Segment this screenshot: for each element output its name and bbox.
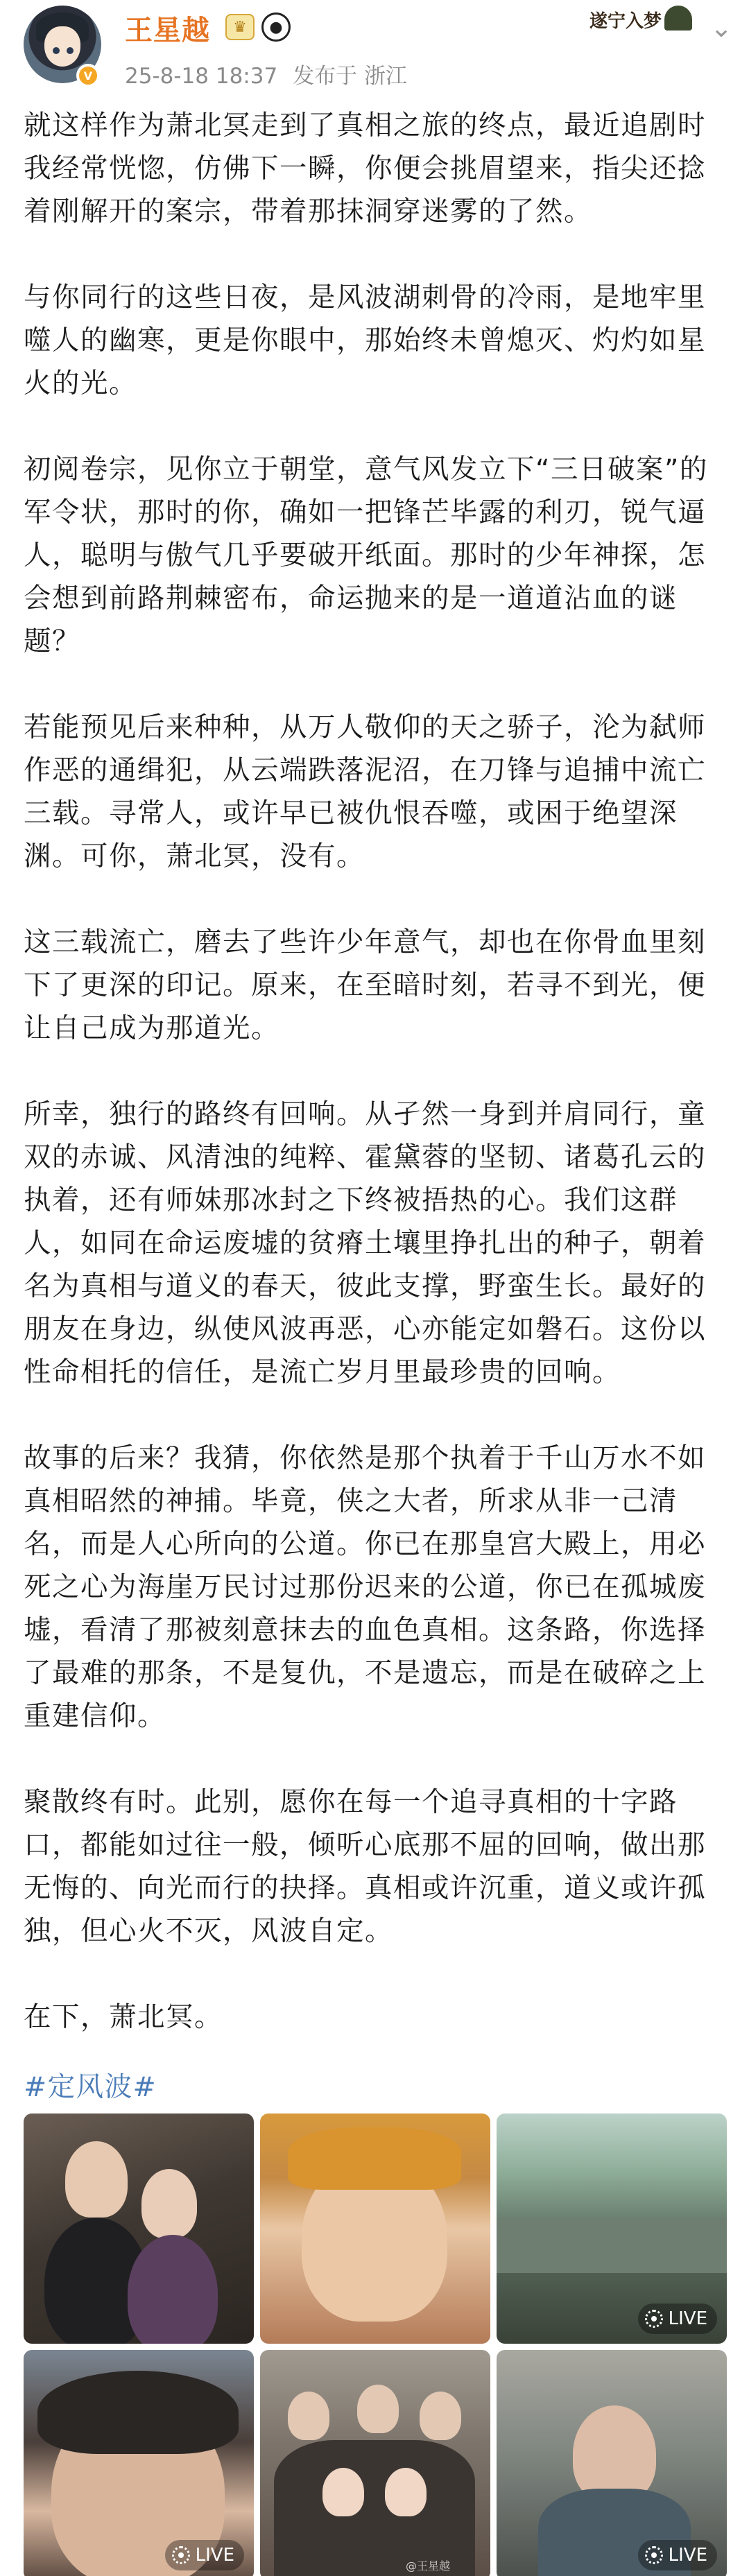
live-indicator[interactable] — [165, 2540, 244, 2570]
gallery-image-3[interactable] — [497, 2113, 727, 2344]
post-signature: 在下，萧北冥。 — [24, 2001, 223, 2033]
post-header — [0, 0, 749, 104]
post-paragraph: 故事的后来？我猜，你依然是那个执着于千山万水不如真相昭然的神捕。毕竟，侠之大者，所求从非一己清名，而是人心所向的公道。你已在那皇宫大殿上，用必死之心为海崖万民讨过那份迟来的公道，你已在孤城废墟，看清了那被刻意抹去的血色真相。这条路，你选择了最难的那条，不是复仇，不是遗忘，而是在破碎之上重建信仰。 — [24, 1442, 706, 1732]
verified-badge-icon: V — [76, 64, 100, 87]
hat-icon — [664, 6, 692, 31]
post-location: 发布于 浙江 — [293, 64, 408, 89]
live-icon — [645, 2310, 663, 2328]
live-label: LIVE — [195, 2545, 234, 2566]
fan-badge-label: 遂宁入梦 — [589, 11, 662, 32]
live-label: LIVE — [668, 2545, 707, 2566]
hashtag-link[interactable]: #定风波# — [24, 2071, 157, 2103]
username[interactable]: 王星越 — [125, 15, 210, 46]
post-paragraph: 所幸，独行的路终有回响。从孑然一身到并肩同行，童双的赤诚、风清浊的纯粹、霍黛蓉的坚韧、诸葛孔云的执着，还有师妹那冰封之下终被捂热的心。我们这群人，如同在命运废墟的贫瘠土壤里挣扎出的种子，朝着名为真相与道义的春天，彼此支撑，野蛮生长。最好的朋友在身边，纵使风波再恶，心亦能定如磐石。这份以性命相托的信任，是流亡岁月里最珍贵的回响。 — [24, 1098, 706, 1388]
live-indicator[interactable] — [638, 2540, 717, 2570]
post-paragraph: 若能预见后来种种，从万人敬仰的天之骄子，沦为弑师作恶的通缉犯，从云端跌落泥沼，在刀锋与追捕中流亡三载。寻常人，或许早已被仇恨吞噬，或困于绝望深渊。可你，萧北冥，没有。 — [24, 711, 706, 872]
gallery-image-4[interactable] — [24, 2350, 254, 2576]
post-paragraph: 聚散终有时。此别，愿你在每一个追寻真相的十字路口，都能如过往一般，倾听心底那不屈的回响，做出那无悔的、向光而行的抉择。真相或许沉重，道义或许孤独，但心火不灭，风波自定。 — [24, 1786, 706, 1947]
post-body — [24, 104, 731, 2039]
gallery-image-6[interactable] — [497, 2350, 727, 2576]
live-icon — [645, 2546, 663, 2564]
watermark: @王星越 — [406, 2559, 451, 2573]
fan-badge[interactable] — [589, 3, 694, 42]
post-paragraph: 就这样作为萧北冥走到了真相之旅的终点，最近追剧时我经常恍惚，仿佛下一瞬，你便会挑眉望来，指尖还捻着刚解开的案宗，带着那抹洞穿迷雾的了然。 — [24, 110, 706, 227]
gallery-image-2[interactable] — [260, 2113, 490, 2344]
image-gallery — [24, 2113, 727, 2576]
post-paragraph: 初阅卷宗，见你立于朝堂，意气风发立下“三日破案”的军令状，那时的你，确如一把锋芒毕露的利刃，锐气逼人，聪明与傲气几乎要破开纸面。那时的少年神探，怎会想到前路荆棘密布，命运抛来的是一道道沾血的谜题？ — [24, 453, 708, 657]
live-indicator[interactable] — [638, 2303, 717, 2334]
post-timestamp: 25-8-18 18:37 — [125, 64, 278, 89]
post-paragraph: 与你同行的这些日夜，是风波湖刺骨的冷雨，是地牢里噬人的幽寒，更是你眼中，那始终未曾熄灭、灼灼如星火的光。 — [24, 282, 706, 399]
chevron-down-icon[interactable]: ⌄ — [710, 12, 732, 43]
post-paragraph: 这三载流亡，磨去了些许少年意气，却也在你骨血里刻下了更深的印记。原来，在至暗时刻，若寻不到光，便让自己成为那道光。 — [24, 926, 706, 1044]
panda-badge-icon[interactable]: ● — [261, 12, 291, 42]
gallery-image-1[interactable] — [24, 2113, 254, 2344]
crown-badge-icon[interactable]: ♛ — [225, 14, 255, 40]
live-icon — [172, 2546, 190, 2564]
gallery-image-5[interactable] — [260, 2350, 490, 2576]
post-meta — [125, 58, 422, 89]
live-label: LIVE — [668, 2308, 707, 2329]
